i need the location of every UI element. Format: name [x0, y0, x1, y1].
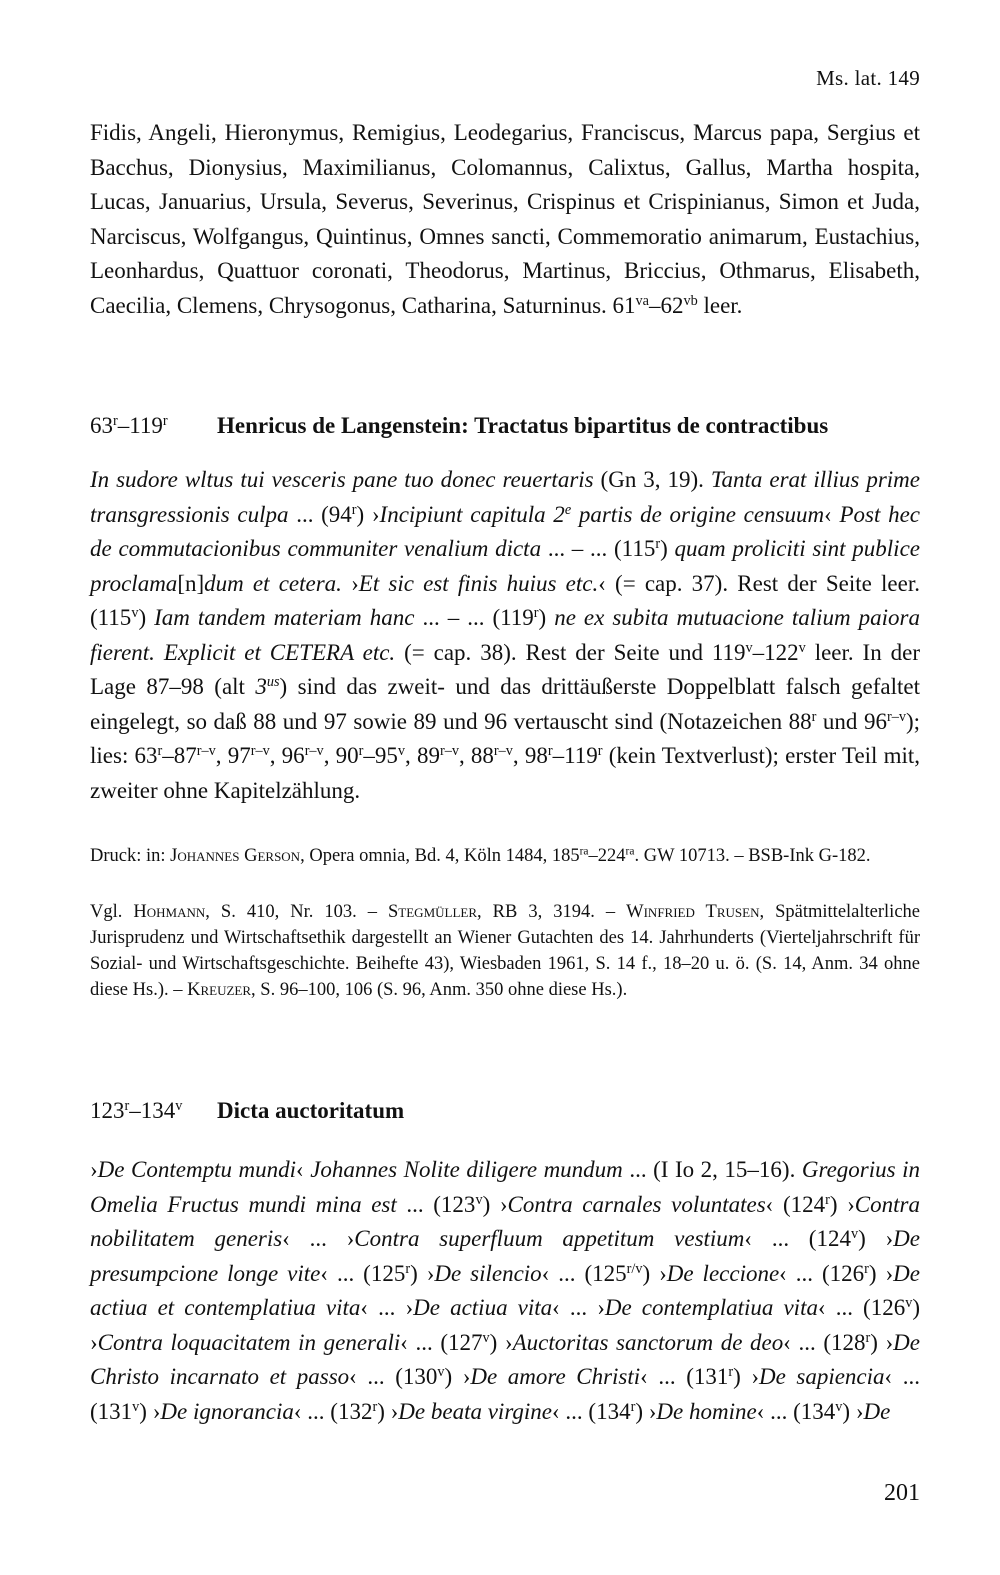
intro-paragraph [90, 116, 920, 323]
running-head: Ms. lat. 149 [816, 66, 920, 90]
entry-title: Dicta auctoritatum [217, 1098, 405, 1123]
page-number: 201 [884, 1480, 920, 1506]
intro-text: Fidis, Angeli, Hieronymus, Remigius, Leodegarius, Franciscus, Marcus papa, Sergius et Bacchus, Dionysius, Maximilianus, Colomannus, Calixtus, Gallus, Martha hospita, Lucas, Januarius, Ursula, Severus, Severinus, Crispinus et Crispinianus, Simon et Juda, Narciscus, Wolfgangus, Quintinus, Omnes sancti, Commemoratio animarum, Eustachius, Leonhardus, Quattuor coronati, Theodorus, Martinus, Briccius, Othmarus, Elisabeth, Caecilia, Clemens, Chrysogonus, Catharina, Saturninus. [90, 120, 920, 318]
manuscript-catalog-page [90, 0, 920, 1575]
intro-end: $61^{va}-62^{vb}$ leer. [612, 292, 743, 318]
folio-reference: 63$^r$–119$^r$ [90, 413, 168, 438]
folio-reference: 123$^r$–134$^v$ [90, 1098, 183, 1123]
entry-title: Henricus de Langenstein: Tractatus bipartitus de contractibus [217, 413, 829, 438]
literature-reference: Vgl. Hohmann, S. 410, Nr. 103. – Stegmüller, RB 3, 3194. – Winfried Trusen, Spätmittelalterliche Jurisprudenz und Wirtschaftsethik dargestellt an Wiener Gutachten des 14. Jahrhunderts (Vierteljahrschrift für Sozial- und Wirtschaftsgeschichte. Beihefte 43), Wiesbaden 1961, S. 14 f., 18–20 u. ö. (S. 14, Anm. 34 ohne diese Hs.). – Kreuzer, S. 96–100, 106 (S. 96, Anm. 350 ohne diese Hs.). [90, 902, 920, 1000]
print-reference: Druck: in: Johannes Gerson, Opera omnia, Bd. 4, Köln 1484, $185^{ra}-224^{ra}$. GW 10713. – BSB-Ink G-182. [90, 845, 871, 866]
entry-text-dicta: ›De Contemptu mundi‹ Johannes Nolite diligere mundum ... (I Io 2, 15–16). Gregorius in Omelia Fructus mundi mina est ... (123$^v$) ›Contra carnales voluntates‹ (124$^r$) ›Contra nobilitatem generis‹ ... ›Contra superfluum appetitum vestium‹ ... (124$^v$) ›De presumpcione longe vite‹ ... (125$^r$) ›De silencio‹ ... $(125^{r/v})$ ›De leccione‹ ... (126$^r$) ›De actiua et contemplatiua vita‹ ... ›De actiua vita‹ ... ›De contemplatiua vita‹ ... (126$^v$) ›Contra loquacitatem in generali‹ ... (127$^v$) ›Auctoritas sanctorum de deo‹ ... (128$^r$) ›De Christo incarnato et passo‹ ... (130$^v$) ›De amore Christi‹ ... (131$^r$) ›De sapiencia‹ ... (131$^v$) ›De ignorancia‹ ... (132$^r$) ›De beata virgine‹ ... (134$^r$) ›De homine‹ ... (134$^v$) ›De [90, 1157, 921, 1424]
entry-text-langenstein: In sudore wltus tui vesceris pane tuo donec reuertaris (Gn 3, 19). Tanta erat illius prime transgressionis culpa ... (94$^r$) ›Incipiunt capitula 2e partis de origine censuum‹ Post hec de commutacionibus communiter venalium dicta ... – ... (115$^r$) quam proliciti sint publice proclama[n]dum et cetera. ›Et sic est finis huius etc.‹ (= cap. 37). Rest der Seite leer. (115$^v$) Iam tandem materiam hanc ... – ... (119$^r$) ne ex subita mutuacione talium paiora fierent. Explicit et CETERA etc. (= cap. 38). Rest der Seite und 119$^v$–122$^v$ leer. In der Lage 87–98 (alt $3^{us}$) sind das zweit- und das drittäußerste Doppelblatt falsch gefaltet eingelegt, so daß 88 und 97 sowie 89 und 96 vertauscht sind (Notazeichen 88$^r$ und 96$^{r-v}$); lies: 63$^r$–87$^{r-v}$, 97$^{r-v}$, 96$^{r-v}$, 90$^r$–95$^v$, 89$^{r-v}$, 88$^{r-v}$, 98$^r$–119$^r$ (kein Textverlust); erster Teil mit, zweiter ohne Kapitelzählung. [90, 467, 921, 803]
entry-heading-dicta [90, 1094, 920, 1128]
entry-heading-langenstein [90, 409, 920, 443]
